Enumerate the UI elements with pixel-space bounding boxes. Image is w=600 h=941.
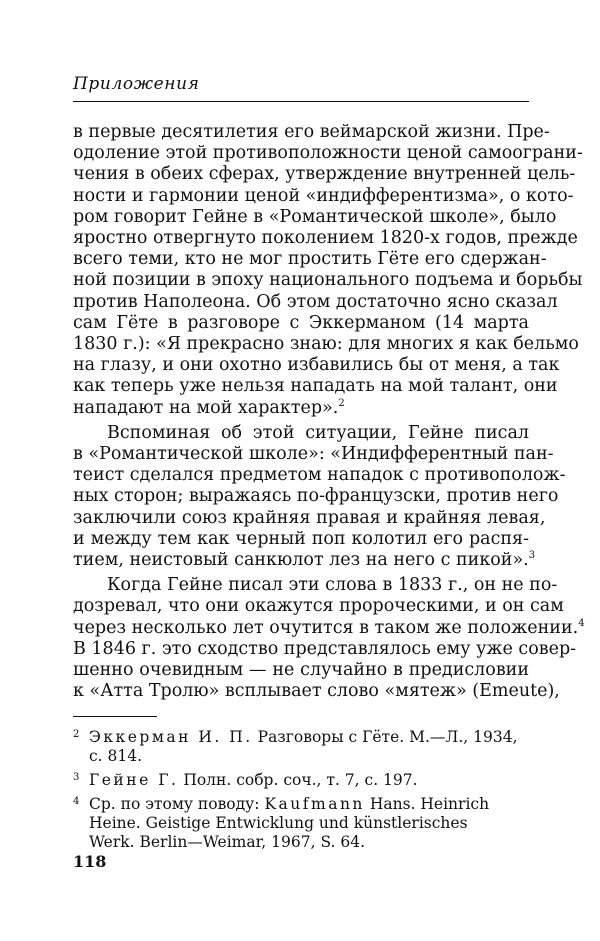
footnote-number: 3 — [73, 772, 80, 783]
page-number: 118 — [73, 852, 107, 871]
running-head: Приложения — [73, 74, 200, 94]
paragraph-1 — [73, 122, 583, 419]
footnotes — [73, 728, 529, 857]
footnote-ref-3[interactable]: 3 — [528, 550, 536, 562]
text-line: к «Атта Тролю» всплывает слово «мятеж» (Emeute), — [73, 681, 560, 702]
text-line: теист сделался предметом нападок с противополож- — [73, 465, 566, 486]
text-line: Вспоминая об этой ситуации, Гейне писал — [107, 422, 529, 443]
footnote-author: Эккерман И. П. — [89, 728, 253, 746]
text-line: на глазу, и они охотно избавились бы от меня, а так — [73, 355, 560, 376]
text-line: всего теми, кто не мог простить Гёте его сдержан- — [73, 249, 547, 270]
footnote-ref-4[interactable]: 4 — [578, 617, 585, 629]
footnote-ref-2[interactable]: 2 — [338, 397, 345, 409]
text-line: яростно отвергнуто поколением 1820-х годов, прежде — [73, 228, 578, 249]
footnote-text: Разговоры с Гёте. М.—Л., 1934, — [257, 728, 518, 746]
text-line: в первые десятилетия его веймарской жизни. Пре- — [73, 122, 550, 142]
text-line: через несколько лет очутится в таком же положении. — [73, 617, 579, 638]
text-line: в «Романтической школе»: «Индифферентный пан- — [73, 444, 554, 465]
footnote-author: Kaufmann — [264, 795, 365, 813]
footnote-4 — [73, 795, 529, 852]
text-line: ных сторон; выражаясь по-французски, против него — [73, 486, 559, 507]
footnote-text: Werk. Berlin—Weimar, 1967, S. 64. — [89, 833, 366, 851]
text-line: и между тем как черный поп колотил его распя- — [73, 528, 529, 549]
text-line: В 1846 г. это сходство представлялось ему уже совер- — [73, 638, 577, 659]
text-line: сам Гёте в разговоре с Эккерманом (14 марта — [73, 312, 529, 333]
header-rule — [73, 101, 529, 102]
text-line: ности и гармонии ценой «индифферентизма», о кото- — [73, 185, 574, 206]
paragraph-3 — [73, 575, 585, 702]
footnote-text: с. 814. — [89, 747, 143, 765]
text-line: против Наполеона. Об этом достаточно ясно сказал — [73, 291, 558, 312]
text-line: дозревал, что они окажутся пророческими, и он сам — [73, 596, 564, 617]
footnote-text: Hans. Heinrich — [369, 795, 490, 813]
footnote-number: 2 — [73, 729, 80, 740]
footnote-lead: Ср. по этому поводу: — [89, 795, 260, 813]
text-line: ной позиции в эпоху национального подъема и борьбы — [73, 270, 583, 291]
footnote-text: Heine. Geistige Entwicklung und künstlerisches — [89, 814, 468, 832]
text-line: шенно очевидным — не случайно в предисловии — [73, 660, 529, 681]
text-line: нападают на мой характер». — [73, 397, 339, 418]
footnote-text: Полн. собр. соч., т. 7, с. 197. — [183, 771, 418, 789]
text-line-with-note — [73, 617, 585, 639]
main-text — [73, 122, 585, 706]
footnote-number: 4 — [73, 796, 80, 807]
text-line-with-note — [73, 550, 536, 571]
text-line: тием, неистовый санкюлот лез на него с пикой». — [73, 550, 529, 571]
text-line: ром говорит Гейне в «Романтической школе», было — [73, 206, 557, 227]
footnote-author: Гейне Г. — [89, 771, 179, 789]
text-line: 1830 г.): «Я прекрасно знаю: для многих я как бельмо — [73, 334, 579, 355]
text-line: заключили союз крайняя правая и крайняя левая, — [73, 507, 546, 528]
footnote-rule — [73, 716, 157, 717]
text-line: одоление этой противоположности ценой самоограни- — [73, 143, 583, 164]
paragraph-2 — [73, 422, 566, 571]
text-line: как теперь уже нельзя нападать на мой талант, они — [73, 376, 558, 397]
text-line-with-note — [73, 398, 529, 419]
text-line: Когда Гейне писал эти слова в 1833 г., он не по- — [107, 575, 558, 596]
footnote-2 — [73, 728, 529, 766]
text-line: чения в обеих сферах, утверждение внутренней цель- — [73, 164, 576, 185]
footnote-3 — [73, 771, 529, 790]
